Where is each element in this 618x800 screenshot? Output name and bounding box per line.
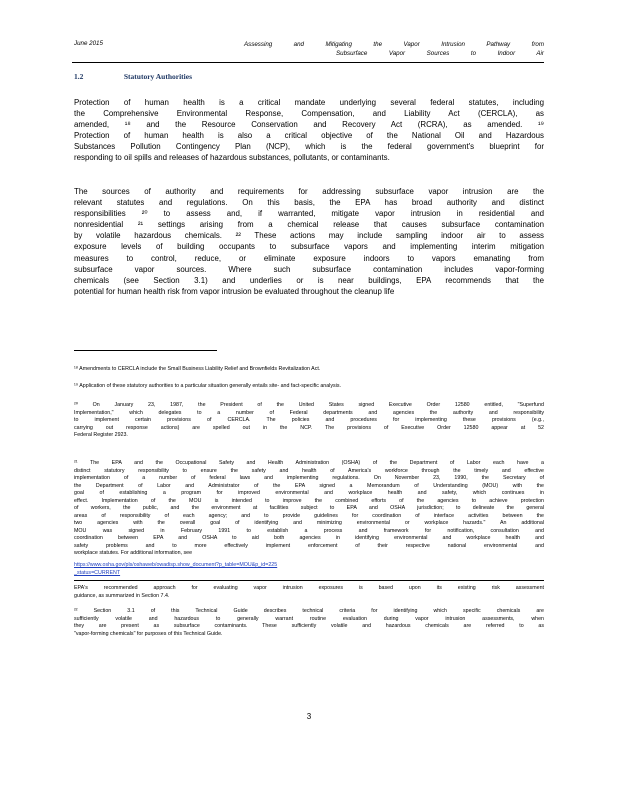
- text-line: distinct statutory responsibility to ensure the safety and health of America's workforce through the timely and effective: [74, 467, 544, 474]
- text-line: the Department of Labor and Administrator of the EPA signed a Memorandum of Understanding (MOU) with the: [74, 482, 544, 489]
- text-line: nonresidential ²¹ settings arising from a chemical release that causes subsurface contamination: [74, 220, 544, 230]
- text-line: workplace statutes. For additional information, see: [74, 550, 193, 556]
- section-heading: [74, 72, 544, 81]
- text-line: the Comprehensive Environmental Response, Compensation, and Liability Act (CERCLA), as: [74, 109, 544, 119]
- text-line: Protection of human health is also a critical objective of the National Oil and Hazardous: [74, 131, 544, 141]
- text-line: ²² Section 3.1 of this Technical Guide describes technical criteria for identifying which specific chemicals are: [74, 608, 544, 614]
- text-line: ¹⁹ Application of these statutory authorities to a particular situation generally entails site- and fact-specific analysis.: [74, 383, 341, 389]
- text-line: of workers, the public, and the environment at facilities subject to EPA and OSHA jurisdiction; to delineate the general: [74, 505, 544, 511]
- osha-mou-link-tail[interactable]: _status=CURRENT: [74, 569, 121, 576]
- text-line: ²⁰ On January 23, 1987, the President of the United States signed Executive Order 12580 entitled, "Superfund: [74, 402, 544, 408]
- footnote-18: [74, 366, 544, 374]
- text-line: to implement certain provisions of CERCLA. The policies and procedures for implementing these provisions (e.g.,: [74, 417, 544, 423]
- text-line: Implementation," which delegates to a number of Federal departments and agencies the authority and responsibility: [74, 409, 544, 416]
- paragraph-statutes: [74, 97, 544, 164]
- text-line: they are present as subsurface contaminants. These sufficiently volatile and hazardous chemicals are referred to as: [74, 623, 544, 629]
- text-line: The sources of authority and requirements for addressing subsurface vapor intrusion are the: [74, 187, 544, 196]
- footnote-21-link[interactable]: [74, 562, 544, 577]
- text-line: implementation of a number of federal laws and implementing regulations. On November 23, 1990, the Secretary of: [74, 475, 544, 481]
- header-title: [244, 40, 544, 58]
- header-title-line-1: Assessing and Mitigating the Vapor Intrusion Pathway from: [244, 41, 544, 48]
- text-line: goal of establishing a program for improved environmental and workplace health and safety, which continues in: [74, 490, 544, 496]
- text-line: subsurface vapor sources. Where such subsurface contamination includes vapor-forming: [74, 264, 544, 274]
- text-line: effect. Implementation of the MOU is intended to improve the combined efforts of the agencies to achieve protection: [74, 497, 544, 504]
- text-line: carrying out response actions) are spelled out in the NCP. The provisions of Executive Order 12580 appear at 52: [74, 424, 544, 431]
- text-line: responsibilities ²⁰ to assess and, if warranted, mitigate vapor intrusion in residential and: [74, 209, 544, 219]
- text-line: potential for human health risk from vapor intrusion be evaluated throughout the cleanup life: [74, 286, 395, 296]
- text-line: amended, ¹⁸ and the Resource Conservation and Recovery Act (RCRA), as amended. ¹⁹: [74, 120, 544, 130]
- footnote-continued: [74, 585, 544, 600]
- text-line: relevant statutes and regulations. On this basis, the EPA has broad authority and distinct: [74, 198, 544, 208]
- footnote-19: [74, 383, 544, 391]
- page-number: 3: [306, 712, 312, 721]
- text-line: Substances Pollution Contingency Plan (NCP), which is the federal government's blueprint for: [74, 142, 544, 152]
- text-line: by volatile hazardous chemicals. ²² These actions may include sampling indoor air to assess: [74, 231, 544, 241]
- section-number: 1.2: [74, 72, 84, 81]
- footnote-20: [74, 402, 544, 440]
- text-line: sufficiently volatile and hazardous to generally warrant routine evaluation during vapor intrusion assessments, when: [74, 615, 544, 622]
- text-line: measures to control, reduce, or eliminate exposure indoors to vapors emanating from: [74, 253, 544, 263]
- text-line: "vapor-forming chemicals" for purposes of this Technical Guide.: [74, 630, 223, 637]
- text-line: ¹⁸ Amendments to CERCLA include the Small Business Liability Relief and Brownfields Revitalization Act.: [74, 366, 321, 372]
- text-line: responding to oil spills and releases of hazardous substances, pollutants, or contaminants.: [74, 153, 390, 163]
- text-line: exposure levels of building occupants to subsurface vapors and implementing interim mitigation: [74, 242, 544, 252]
- text-line: MOU was signed in February 1991 to establish a process and framework for notification, consultation and: [74, 527, 544, 534]
- footnote-21: [74, 460, 544, 558]
- text-line: safety problems and to more effectively implement enforcement of their respective national environmental and: [74, 542, 544, 549]
- text-line: EPA's recommended approach for evaluating vapor intrusion exposures is based upon its existing risk assessment: [74, 585, 544, 591]
- text-line: ²¹ The EPA and the Occupational Safety and Health Administration (OSHA) of the Department of Labor each have a: [74, 460, 544, 466]
- section-title: Statutory Authorities: [123, 72, 192, 81]
- footnote-divider: [74, 580, 544, 581]
- text-line: areas of responsibility of each agency; and to provide guidelines for coordination of interface activities between the: [74, 512, 544, 519]
- footnote-22: [74, 608, 544, 638]
- osha-mou-link[interactable]: https://www.osha.gov/pls/oshaweb/owadisp.show_document?p_table=MOU&p_id=225: [74, 562, 278, 568]
- text-line: coordination between EPA and OSHA to aid both agencies in identifying environmental and workplace health and: [74, 535, 544, 541]
- footnote-rule: [74, 350, 217, 351]
- header-date: June 2015: [74, 40, 103, 47]
- text-line: Federal Register 2923.: [74, 432, 128, 438]
- text-line: Protection of human health is a critical mandate underlying several federal statutes, including: [74, 98, 544, 107]
- text-line: guidance, as summarized in Section 7.4.: [74, 592, 170, 599]
- text-line: chemicals (see Section 3.1) and underlies or is near buildings, EPA recommends that the: [74, 275, 544, 285]
- paragraph-authority: [74, 186, 544, 297]
- header-title-line-2: Subsurface Vapor Sources to Indoor Air: [336, 50, 544, 57]
- text-line: two agencies with the overall goal of identifying and minimizing environmental or workplace hazards." An additional: [74, 520, 544, 526]
- header-rule: [72, 62, 544, 63]
